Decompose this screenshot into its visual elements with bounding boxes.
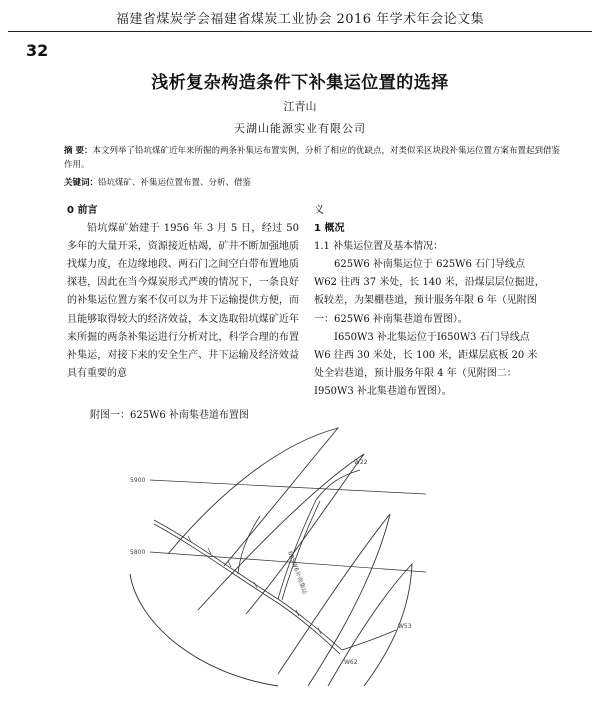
branch-roadway-2	[316, 470, 360, 500]
figure-caption: 附图一：625W6 补南集巷道布置图	[90, 410, 249, 421]
paper-title: 浅析复杂构造条件下补集运位置的选择	[151, 73, 449, 93]
left-column	[67, 202, 299, 383]
author-affiliation: 天湖山能源实业有限公司	[234, 122, 366, 135]
author-name: 江青山	[283, 100, 317, 113]
keywords	[64, 176, 564, 190]
section-heading-overview: 1 概况	[314, 223, 345, 235]
subsection-heading: 1.1 补集运位置及基本情况：	[314, 241, 444, 253]
seam-contour-1	[168, 428, 338, 566]
seam-contour-5	[130, 574, 278, 686]
mine-roadway-map	[128, 424, 428, 692]
continued-text: 义	[314, 205, 324, 216]
abstract-label: 摘 要：	[64, 146, 93, 156]
station-label-top: W22	[354, 459, 368, 466]
header-rule	[8, 31, 592, 32]
grid-line-upper	[150, 480, 426, 494]
keywords-text: 铅坑煤矿、补集运位置布置、分析、借鉴	[98, 178, 252, 188]
page-number: 32	[26, 41, 49, 60]
preface-paragraph: 铅坑煤矿始建于 1956 年 3 月 5 日，经过 50 多年的大量开采，资源接近枯竭，矿井不断加强地质找煤力度，在边缘地段、两石门之间空白带布置地质探巷，因此在当今煤炭形式严竣的情况下，一条良好的补集运位置方案不仅可以为井下运输提供方便，而且能够取得较大的经济效益，本文选取铅坑煤矿近年来所掘的两条补集运进行分析对比，科学合理的布置补集运，对接下来的安全生产、井下运输及经济效益具有重要的意	[67, 223, 299, 379]
body-paragraph-625w6: 625W6 补南集运位于 625W6 石门导线点 W62 往西 37 米处，长 140 米，沿煤层层位掘进，板较差，为架棚巷道，预计服务年限 6 年（见附图一：625W6 补南集巷道布置图）。	[314, 259, 545, 325]
grid-label-bottom: 5800	[130, 549, 146, 556]
seam-contour-3	[278, 514, 390, 686]
grid-label-top: 5900	[130, 477, 146, 484]
abstract-text: 本文列举了铅坑煤矿近年来所掘的两条补集运布置实例，分析了相应的优缺点，对类似采区块段补集运位置方案布置起到借鉴作用。	[64, 146, 560, 170]
branch-roadway-3	[342, 630, 396, 650]
running-header: 福建省煤炭学会福建省煤炭工业协会 2016 年学术年会论文集	[115, 12, 485, 27]
station-label-bottom: W62	[344, 659, 358, 666]
station-label-right: W53	[398, 623, 412, 630]
body-paragraph-650w3: Ⅰ650W3 补北集运位于Ⅰ650W3 石门导线点 W6 往西 30 米处，长 100 米，距煤层底板 20 米处全岩巷道，预计服务年限 4 年（见附图二：Ⅰ950W3 补北集巷道布置图）。	[314, 331, 538, 397]
right-column	[314, 202, 546, 401]
section-heading-preface: 0 前言	[67, 205, 98, 216]
branch-roadway-1	[278, 500, 316, 599]
abstract	[64, 144, 564, 172]
main-roadway-wall	[154, 524, 340, 654]
gallery-label: 625W6补南集运	[286, 550, 309, 596]
keywords-label: 关键词：	[64, 178, 99, 188]
